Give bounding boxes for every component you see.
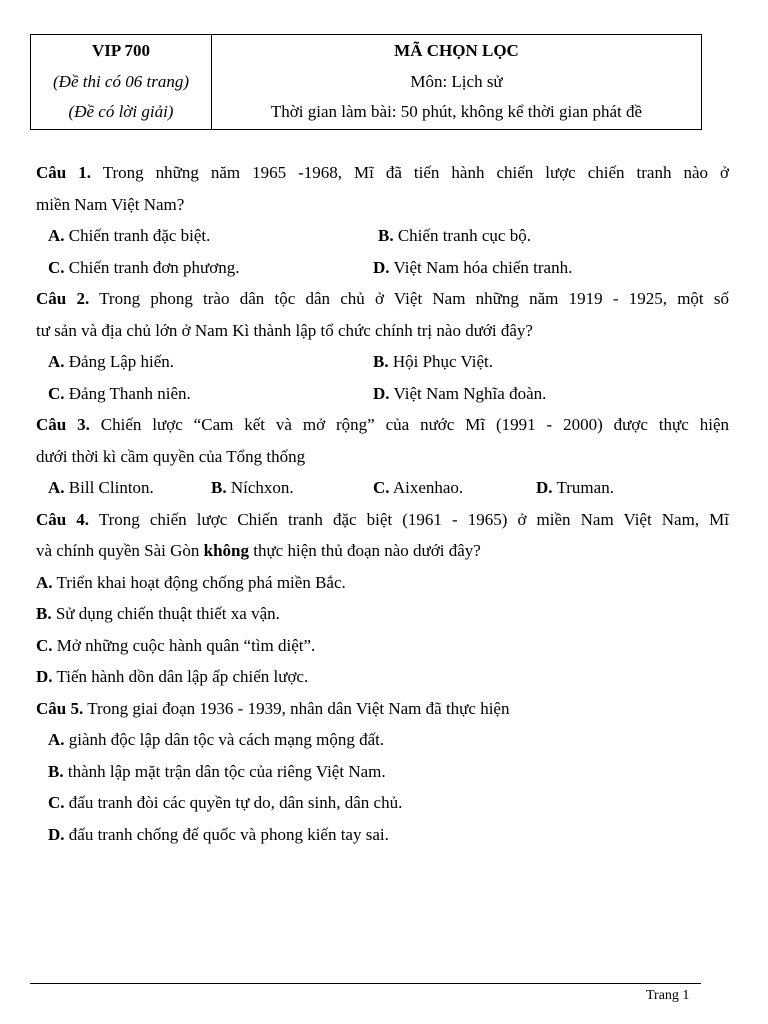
question-1-option-c[interactable]: C. Chiến tranh đơn phương.: [48, 257, 240, 277]
question-list: [36, 157, 729, 850]
question-4-option-a[interactable]: A. Triển khai hoạt động chống phá miền Bắc.: [36, 572, 346, 592]
question-5-option-d[interactable]: D. đấu tranh chống đế quốc và phong kiến tay sai.: [48, 824, 389, 844]
page-number: Trang 1: [646, 988, 690, 1003]
question-1-text-1: Trong những năm 1965 -1968, Mĩ đã tiến hành chiến lược chiến tranh nào ở: [102, 163, 730, 182]
question-2-option-a[interactable]: A. Đảng Lập hiến.: [48, 352, 175, 371]
exam-header-table: [30, 34, 702, 130]
question-1-line-1: [36, 157, 729, 189]
solution-note: (Đề có lời giải): [68, 102, 174, 121]
question-4-negation: không: [203, 541, 249, 560]
question-3-text-1: Chiến lược “Cam kết và mở rộng” của nước Mĩ (1991 - 2000) được thực hiện: [100, 415, 729, 434]
question-3-option-a[interactable]: A. Bill Clinton.: [48, 478, 154, 497]
question-4-text-2b: thực hiện thủ đoạn nào dưới đây?: [248, 541, 481, 560]
question-4-line-2: [36, 535, 729, 567]
question-5-label: Câu 5.: [36, 698, 84, 718]
question-3-option-c[interactable]: C. Aixenhao.: [373, 478, 464, 497]
question-2-line-1: [36, 283, 729, 315]
question-5-option-b[interactable]: B. thành lập mặt trận dân tộc của riêng Việt Nam.: [48, 761, 386, 781]
question-3-option-d[interactable]: D. Truman.: [536, 478, 614, 497]
exam-title: MÃ CHỌN LỌC: [394, 41, 519, 60]
question-4-line-1: [36, 504, 729, 536]
exam-title-cell: [212, 35, 701, 129]
question-1-option-d[interactable]: D. Việt Nam hóa chiến tranh.: [373, 257, 573, 277]
question-3-option-b[interactable]: B. Níchxon.: [211, 478, 294, 497]
question-4-option-b[interactable]: B. Sử dụng chiến thuật thiết xa vận.: [36, 604, 280, 623]
question-2-option-d[interactable]: D. Việt Nam Nghĩa đoàn.: [373, 383, 547, 403]
exam-subject: Môn: Lịch sử: [410, 71, 503, 91]
question-2-option-c[interactable]: C. Đảng Thanh niên.: [48, 383, 191, 403]
question-5-text-1: Trong giai đoạn 1936 - 1939, nhân dân Việt Nam đã thực hiện: [87, 698, 510, 718]
question-5-option-a[interactable]: A. giành độc lập dân tộc và cách mạng mộng đất.: [48, 730, 385, 749]
question-3-options-row: [36, 472, 729, 504]
question-4-option-c[interactable]: C. Mở những cuộc hành quân “tìm diệt”.: [36, 635, 316, 655]
question-3-label: Câu 3.: [36, 415, 90, 434]
question-3-line-1: [36, 409, 729, 441]
page-count-note: (Đề thi có 06 trang): [53, 71, 189, 91]
question-4-label: Câu 4.: [36, 509, 90, 529]
question-2-options-row-1: [36, 346, 729, 378]
exam-code: VIP 700: [91, 41, 151, 60]
question-2-options-row-2: [36, 378, 729, 410]
question-3-text-2: dưới thời kì cầm quyền của Tổng thống: [36, 446, 306, 466]
question-5-option-c[interactable]: C. đấu tranh đòi các quyền tự do, dân sinh, dân chủ.: [48, 793, 403, 812]
exam-time: Thời gian làm bài: 50 phút, không kể thời gian phát đề: [270, 102, 643, 121]
question-2-label: Câu 2.: [36, 289, 90, 308]
footer-divider: [30, 983, 701, 984]
question-5-line-1: [36, 693, 729, 725]
question-2-option-b[interactable]: B. Hội Phục Việt.: [373, 352, 494, 371]
question-1-option-a[interactable]: A. Chiến tranh đặc biệt.: [48, 226, 211, 245]
question-1-option-b[interactable]: B. Chiến tranh cục bộ.: [378, 226, 531, 245]
question-1-label: Câu 1.: [36, 163, 91, 182]
exam-info-cell: [31, 35, 212, 129]
question-4-option-d[interactable]: D. Tiến hành dồn dân lập ấp chiến lược.: [36, 667, 309, 686]
question-2-text-1: Trong phong trào dân tộc dân chủ ở Việt Nam những năm 1919 - 1925, một số: [99, 289, 729, 308]
question-1-options-row-1: [36, 220, 729, 252]
question-4-text-1: Trong chiến lược Chiến tranh đặc biệt (1961 - 1965) ở miền Nam Việt Nam, Mĩ: [98, 509, 729, 529]
question-2-text-2: tư sản và địa chủ lớn ở Nam Kì thành lập tổ chức chính trị nào dưới đây?: [36, 320, 533, 340]
question-1-text-2: miền Nam Việt Nam?: [36, 194, 185, 214]
question-1-options-row-2: [36, 252, 729, 284]
question-4-text-2a: và chính quyền Sài Gòn: [36, 541, 204, 560]
